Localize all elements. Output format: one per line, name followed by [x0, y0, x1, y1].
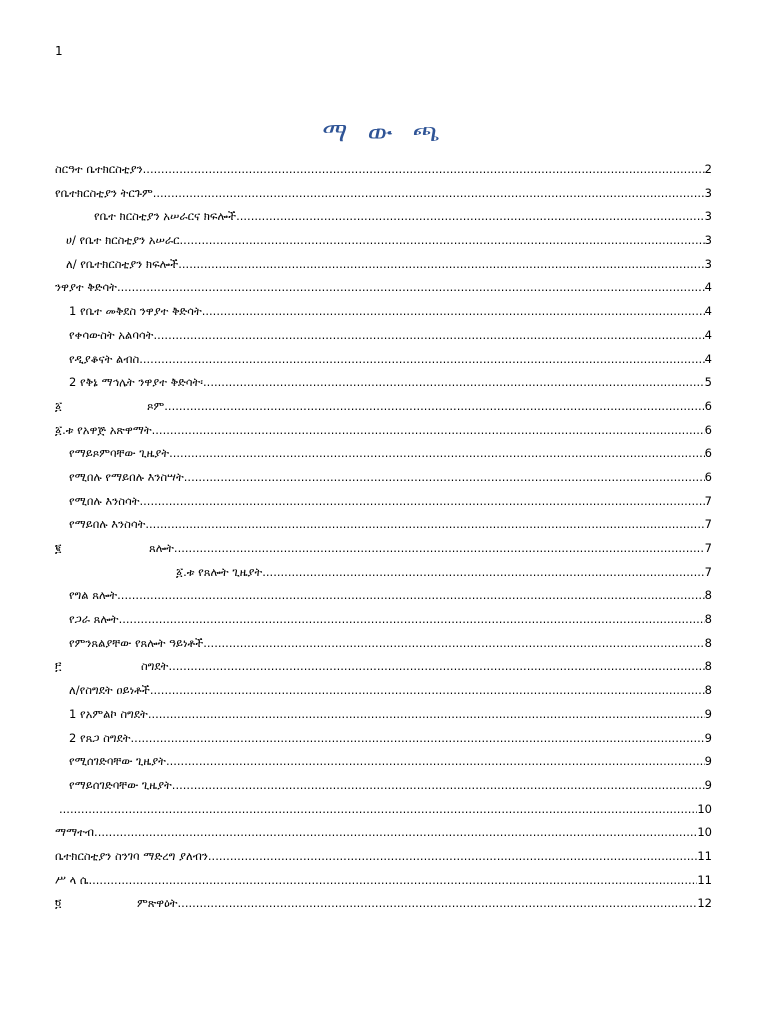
toc-entry-page: 9 [704, 706, 712, 721]
toc-entry[interactable] [55, 537, 712, 561]
toc-entry-page: 11 [697, 872, 712, 887]
toc-entry[interactable] [55, 276, 712, 300]
toc-entry-label: ፩.ቱ የአዋጅ አጽዋማት [55, 422, 152, 437]
toc-leader-dots [139, 348, 704, 372]
toc-entry[interactable] [55, 442, 712, 466]
toc-entry-page: 12 [697, 896, 712, 911]
toc-entry-page: 6 [704, 469, 712, 484]
toc-entry-label: 2 የቅኔ ማኅሌት ንዋያተ ቅድሳት፡ [69, 375, 204, 390]
toc-entry[interactable] [55, 348, 712, 372]
toc-entry-label: የሚበሉ እንስሳት [69, 493, 140, 508]
toc-entry-label: ቤተክርስቲያን ስንገባ ማድረግ ያለብን [55, 848, 208, 863]
toc-entry-label: የምንጸልያቸው የጸሎት ዓይነቶች [69, 635, 204, 650]
toc-entry-page: 8 [704, 612, 712, 627]
toc-entry-page: 3 [704, 185, 712, 200]
toc-entry-label: የማይጾምባቸው ጊዜያት [69, 446, 170, 461]
toc-entry-page: 4 [704, 304, 712, 319]
toc-entry[interactable] [55, 229, 712, 253]
toc-leader-dots [88, 869, 697, 893]
toc-leader-dots [169, 442, 705, 466]
toc-entry-label: 1 የቤተ መቅደስ ንዋያተ ቅድሳት [69, 304, 202, 319]
toc-title-part: ጫ [412, 118, 446, 148]
toc-entry-label: 1 የአምልኮ ስግደት [69, 706, 148, 721]
toc-entry-label: የማይበሉ እንስሳት [69, 517, 146, 532]
toc-entry[interactable] [55, 632, 712, 656]
toc-entry-label: ጾም [147, 398, 165, 413]
toc-leader-dots [174, 537, 705, 561]
toc-entry-page: 4 [704, 351, 712, 366]
toc-leader-dots [168, 655, 704, 679]
toc-leader-dots [148, 703, 705, 727]
toc-entry-label: የጋራ ጸሎት [69, 612, 119, 627]
toc-entry-page: 8 [704, 659, 712, 674]
toc-entry[interactable] [55, 253, 712, 277]
toc-entry[interactable] [55, 300, 712, 324]
toc-entry-page: 7 [704, 564, 712, 579]
toc-entry[interactable] [55, 750, 712, 774]
toc-title-part: ው [367, 118, 399, 148]
toc-entry-page: 8 [704, 635, 712, 650]
toc-entry[interactable] [55, 466, 712, 490]
toc-entry-page: 6 [704, 422, 712, 437]
toc-entry-number: ፪ [55, 541, 62, 555]
toc-entry[interactable] [55, 845, 712, 869]
toc-leader-dots [59, 798, 697, 822]
toc-entry-page: 3 [704, 233, 712, 248]
toc-leader-dots [180, 229, 705, 253]
toc-entry-number: ፫ [55, 659, 62, 674]
toc-entry[interactable] [55, 158, 712, 182]
toc-leader-dots [143, 158, 705, 182]
toc-leader-dots [202, 300, 705, 324]
toc-entry[interactable] [55, 821, 712, 845]
toc-entry-page: 7 [704, 517, 712, 532]
toc-entry-label: 2 የጸጋ ስግደት [69, 730, 131, 745]
toc-entry[interactable] [55, 584, 712, 608]
toc-entry-page: 10 [697, 801, 712, 816]
toc-entry-label: ሀ/ የቤተ ክርስቲያን አሠራር [66, 233, 180, 248]
toc-leader-dots [236, 205, 705, 229]
toc-entry[interactable] [55, 561, 712, 585]
toc-entry-label: ለ/የስግደት ዐይነቶች [69, 683, 150, 698]
toc-entry-label: ለ/ የቤተክርስቲያን ክፍሎች [66, 256, 179, 271]
toc-leader-dots [150, 679, 705, 703]
toc-leader-dots [153, 324, 704, 348]
toc-entry-label: የግል ጸሎት [69, 588, 118, 603]
toc-entry[interactable] [55, 679, 712, 703]
toc-entry-label: ማማተብ [55, 825, 95, 840]
toc-entry[interactable] [55, 419, 712, 443]
toc-leader-dots [178, 253, 704, 277]
toc-entry-label: ፩.ቱ የጸሎት ጊዜያት [176, 564, 263, 579]
toc-leader-dots [203, 371, 705, 395]
toc-entry-label: የቀሳውስት አልባሳት [69, 327, 154, 342]
toc-title-part: ማ [322, 118, 354, 148]
toc-entry-label: የዲያቆናት ልብስ [69, 351, 140, 366]
toc-leader-dots [131, 727, 705, 751]
toc-entry-page: 9 [704, 754, 712, 769]
toc-leader-dots [203, 632, 704, 656]
toc-leader-dots [208, 845, 697, 869]
toc-entry-page: 5 [704, 375, 712, 390]
toc-entry-page: 3 [704, 209, 712, 224]
toc-leader-dots [117, 276, 705, 300]
toc-entry-page: 7 [704, 541, 712, 555]
toc-entry-label: ስርዓተ ቤተክርስቲያን [55, 162, 143, 176]
toc-title [0, 118, 768, 149]
toc-entry[interactable] [55, 655, 712, 679]
toc-leader-dots [117, 584, 705, 608]
toc-entry-label: የሚሰገድባቸው ጊዜያት [69, 754, 166, 769]
toc-entry-page: 3 [704, 256, 712, 271]
toc-entry-label: የሚበሉ የማይበሉ እንስሣት [69, 469, 184, 484]
toc-entry-label: ስግደት [141, 659, 169, 674]
toc-leader-dots [172, 774, 705, 798]
toc-entry[interactable] [55, 727, 712, 751]
toc-entry[interactable] [55, 892, 712, 916]
toc-entry-page: 8 [704, 588, 712, 603]
toc-entry-page: 7 [704, 493, 712, 508]
toc-entry-label: ምጽዋዕት [137, 896, 178, 911]
toc-entry-page: 10 [697, 825, 712, 840]
toc-entry-label: የቤተክርስቲያን ትርጉም [55, 185, 153, 200]
toc-entry[interactable] [55, 371, 712, 395]
toc-entry[interactable] [55, 798, 712, 822]
toc-entry[interactable] [55, 869, 712, 893]
toc-entry-label: ንዋያተ ቅድሳት [55, 280, 117, 295]
page-number: 1 [55, 44, 63, 58]
toc-entry[interactable] [55, 774, 712, 798]
toc-entry[interactable] [55, 324, 712, 348]
toc-entry-page: 2 [704, 162, 712, 176]
toc-entry[interactable] [55, 395, 712, 419]
toc-entry-label: ሥ ላ ሴ [55, 872, 89, 887]
toc-entry-label: ጸሎት [149, 541, 174, 555]
toc-entry[interactable] [55, 608, 712, 632]
toc-leader-dots [164, 395, 704, 419]
toc-entry-page: 6 [704, 398, 712, 413]
toc-entry-page: 6 [704, 446, 712, 461]
toc-entry[interactable] [55, 490, 712, 514]
toc-leader-dots [145, 513, 704, 537]
toc-list [55, 158, 712, 916]
toc-leader-dots [184, 466, 705, 490]
toc-entry-number: ፬ [55, 896, 62, 911]
toc-leader-dots [262, 561, 704, 585]
toc-entry-label: የቤተ ክርስቲያን አሠራርና ክፍሎች [94, 209, 237, 224]
toc-leader-dots [152, 419, 705, 443]
toc-leader-dots [94, 821, 697, 845]
toc-entry-page: 9 [704, 730, 712, 745]
toc-entry-label: የማይሰገድባቸው ጊዜያት [69, 777, 172, 792]
toc-entry-page: 8 [704, 683, 712, 698]
toc-leader-dots [139, 490, 704, 514]
toc-leader-dots [166, 750, 705, 774]
toc-entry[interactable] [55, 513, 712, 537]
toc-entry-page: 11 [697, 848, 712, 863]
toc-entry[interactable] [55, 703, 712, 727]
toc-entry[interactable] [55, 182, 712, 206]
toc-entry-page: 4 [704, 280, 712, 295]
toc-entry-page: 9 [704, 777, 712, 792]
toc-leader-dots [153, 182, 705, 206]
toc-leader-dots [178, 892, 698, 916]
toc-entry[interactable] [55, 205, 712, 229]
toc-leader-dots [119, 608, 705, 632]
toc-entry-page: 4 [704, 327, 712, 342]
toc-entry-number: ፩ [55, 398, 63, 413]
